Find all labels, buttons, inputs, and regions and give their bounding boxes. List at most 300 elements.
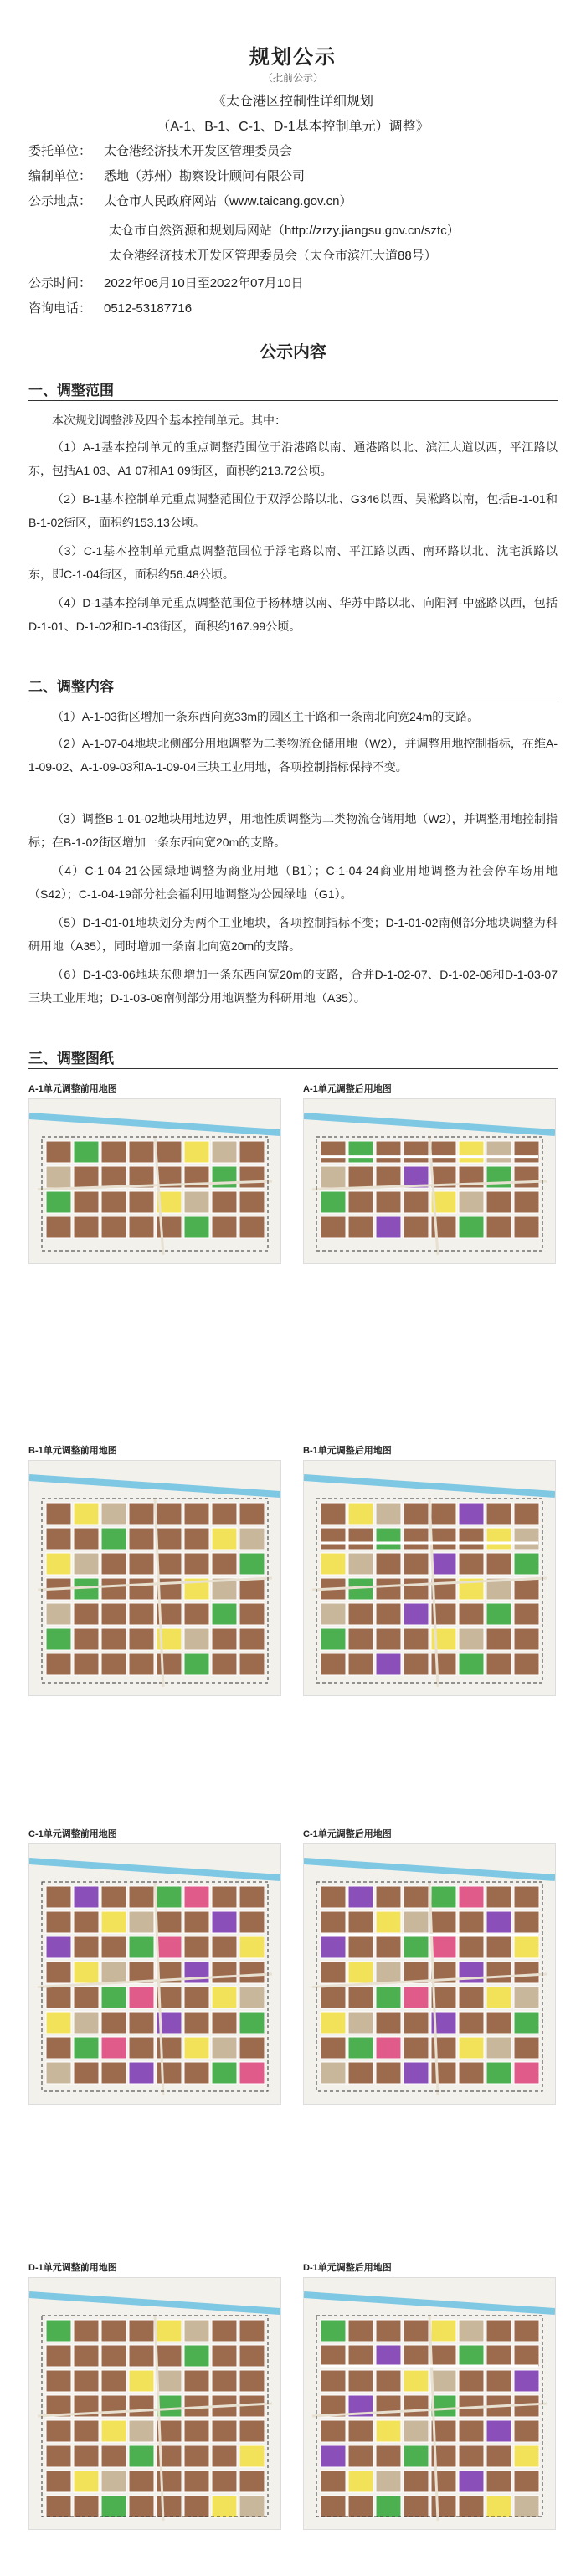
map-parcel — [239, 1603, 265, 1625]
map-parcel — [376, 2420, 401, 2442]
map-d1-after — [303, 2277, 556, 2530]
map-parcel — [486, 1911, 511, 1933]
map-parcel — [74, 1191, 99, 1213]
map-parcel — [239, 1886, 265, 1908]
map-parcel — [321, 1503, 346, 1525]
map-parcel — [212, 1911, 237, 1933]
map-parcel — [157, 1653, 182, 1675]
map-parcel — [157, 2062, 182, 2084]
map-parcel — [321, 1553, 346, 1575]
map-parcel — [486, 1936, 511, 1958]
map-parcel — [129, 2012, 154, 2034]
map-parcel — [101, 1628, 126, 1650]
map-parcel — [239, 2420, 265, 2442]
map-parcel — [321, 2496, 346, 2517]
map-parcel — [459, 1628, 484, 1650]
map-parcel — [348, 2012, 373, 2034]
map-parcel — [184, 1216, 209, 1238]
map-parcel — [129, 2345, 154, 2367]
map-parcel — [321, 1166, 346, 1188]
map-parcel — [46, 1911, 71, 1933]
map-parcel — [404, 2037, 429, 2059]
map-parcel — [486, 2345, 511, 2367]
map-parcel — [46, 1603, 71, 1625]
map-parcel — [431, 1528, 456, 1550]
client-row — [28, 141, 292, 162]
map-parcel — [376, 2012, 401, 2034]
map-parcel — [239, 1553, 265, 1575]
map-parcel — [514, 2320, 539, 2342]
map-parcel — [101, 1141, 126, 1163]
map-parcel — [184, 2345, 209, 2367]
map-parcel — [46, 1503, 71, 1525]
map-parcel — [184, 1141, 209, 1163]
map-parcel — [376, 1578, 401, 1600]
map-parcel — [321, 2345, 346, 2367]
map-parcel — [74, 1603, 99, 1625]
map-parcel — [376, 1166, 401, 1188]
map-parcel — [404, 1628, 429, 1650]
map-parcel — [184, 1886, 209, 1908]
map-parcel — [157, 2320, 182, 2342]
map-parcel — [486, 1653, 511, 1675]
map-parcel — [321, 1886, 346, 1908]
map-parcel — [404, 1141, 429, 1163]
map-parcel — [431, 2395, 456, 2417]
map-parcel — [404, 1886, 429, 1908]
map-parcel — [459, 2445, 484, 2467]
map-parcel — [239, 2320, 265, 2342]
place-value-3: 太仓港经济技术开发区管理委员会（太仓市滨江大道88号） — [109, 249, 437, 263]
section1-paragraph-0: 本次规划调整涉及四个基本控制单元。其中： — [52, 414, 286, 427]
map-parcel — [74, 1962, 99, 1983]
map-parcel — [184, 1653, 209, 1675]
map-parcel — [46, 2471, 71, 2492]
map-parcel — [74, 2320, 99, 2342]
map-parcel — [459, 2320, 484, 2342]
map-parcel — [46, 1553, 71, 1575]
map-parcel — [101, 1216, 126, 1238]
map-parcel — [101, 1936, 126, 1958]
map-parcel — [459, 1886, 484, 1908]
map-parcel — [348, 1191, 373, 1213]
map-parcel — [129, 1216, 154, 1238]
map-parcel — [348, 1628, 373, 1650]
map-parcel — [459, 1503, 484, 1525]
map-parcel — [321, 2012, 346, 2034]
map-parcel — [101, 2320, 126, 2342]
section1-divider — [28, 400, 558, 401]
map-parcel — [514, 1503, 539, 1525]
map-parcel — [514, 1936, 539, 1958]
map-parcel — [459, 2012, 484, 2034]
map-parcel — [101, 1987, 126, 2008]
map-parcel — [514, 1216, 539, 1238]
map-parcel — [348, 1166, 373, 1188]
map-parcel — [239, 1216, 265, 1238]
map-parcel — [239, 1653, 265, 1675]
map-parcel — [129, 1528, 154, 1550]
map-parcel — [184, 2062, 209, 2084]
map-parcel — [376, 1603, 401, 1625]
designer-value: 悉地（苏州）勘察设计顾问有限公司 — [104, 169, 306, 183]
map-parcel — [376, 1936, 401, 1958]
map-parcel — [321, 1141, 346, 1163]
map-parcel — [348, 2062, 373, 2084]
map-parcel — [239, 1191, 265, 1213]
map-parcel — [101, 2345, 126, 2367]
map-parcel — [184, 2471, 209, 2492]
map-parcel — [321, 2062, 346, 2084]
map-parcel — [239, 1141, 265, 1163]
map-a1-before — [28, 1098, 281, 1264]
map-parcel — [239, 2496, 265, 2517]
map-parcel — [459, 2370, 484, 2392]
map-parcel — [459, 2345, 484, 2367]
map-parcel — [404, 1191, 429, 1213]
map-parcel — [486, 2062, 511, 2084]
map-parcel — [376, 1503, 401, 1525]
map-parcel — [514, 1191, 539, 1213]
map-parcel — [431, 2320, 456, 2342]
map-parcel — [514, 1628, 539, 1650]
map-parcel — [46, 1628, 71, 1650]
map-parcel — [74, 1911, 99, 1933]
map-parcel — [321, 1936, 346, 1958]
map-parcel — [404, 2012, 429, 2034]
map-parcel — [459, 1216, 484, 1238]
map-parcel — [46, 1936, 71, 1958]
content-heading: 公示内容 — [260, 343, 326, 362]
map-parcel — [239, 2062, 265, 2084]
map-parcel — [404, 2370, 429, 2392]
map-parcel — [74, 2471, 99, 2492]
phone-value: 0512-53187716 — [104, 301, 193, 316]
map-parcel — [431, 1553, 456, 1575]
map-parcel — [321, 1911, 346, 1933]
map-parcel — [239, 1962, 265, 1983]
map-parcel — [404, 1603, 429, 1625]
map-parcel — [431, 2062, 456, 2084]
map-parcel — [212, 2320, 237, 2342]
map-parcel — [486, 2320, 511, 2342]
section2-paragraph-3: （3）调整B-1-01-02地块用地边界，用地性质调整为二类物流仓储用地（W2），并调整用地控制指标；在B-1-02街区增加一条东西向宽20m的支路。 — [28, 812, 558, 849]
map-b1-after-label: B-1单元调整后用地图 — [303, 1446, 392, 1456]
map-parcel — [129, 2496, 154, 2517]
map-parcel — [486, 1628, 511, 1650]
map-parcel — [101, 1166, 126, 1188]
map-parcel — [404, 2471, 429, 2492]
map-parcel — [157, 1886, 182, 1908]
map-parcel — [239, 1528, 265, 1550]
map-parcel — [46, 2320, 71, 2342]
map-parcel — [514, 1911, 539, 1933]
map-parcel — [404, 2395, 429, 2417]
map-b1-before-label: B-1单元调整前用地图 — [28, 1446, 117, 1456]
map-parcel — [404, 2062, 429, 2084]
map-parcel — [486, 2370, 511, 2392]
map-parcel — [348, 1987, 373, 2008]
map-parcel — [514, 1141, 539, 1163]
map-parcel — [46, 1141, 71, 1163]
map-parcel — [46, 1191, 71, 1213]
section3-heading: 三、调整图纸 — [28, 1051, 114, 1067]
map-parcel — [46, 1216, 71, 1238]
map-parcel — [129, 1911, 154, 1933]
map-parcel — [348, 2420, 373, 2442]
map-parcel — [74, 2445, 99, 2467]
map-parcel — [348, 2345, 373, 2367]
map-parcel — [184, 1628, 209, 1650]
map-parcel — [514, 1578, 539, 1600]
map-parcel — [212, 2420, 237, 2442]
map-parcel — [184, 2370, 209, 2392]
map-parcel — [239, 1503, 265, 1525]
map-parcel — [348, 2037, 373, 2059]
map-parcel — [157, 2395, 182, 2417]
map-parcel — [459, 1962, 484, 1983]
map-parcel — [157, 1936, 182, 1958]
page-title: 规划公示 — [249, 46, 337, 69]
map-parcel — [129, 1886, 154, 1908]
map-parcel — [212, 1936, 237, 1958]
map-parcel — [212, 2471, 237, 2492]
map-parcel — [184, 1936, 209, 1958]
map-parcel — [459, 1528, 484, 1550]
map-parcel — [321, 1191, 346, 1213]
map-parcel — [376, 1886, 401, 1908]
map-parcel — [46, 2012, 71, 2034]
map-parcel — [46, 1886, 71, 1908]
client-value: 太仓港经济技术开发区管理委员会 — [104, 144, 293, 158]
map-parcel — [431, 2370, 456, 2392]
map-parcel — [101, 2037, 126, 2059]
map-parcel — [212, 2012, 237, 2034]
map-parcel — [459, 1936, 484, 1958]
map-river — [29, 2295, 280, 2311]
map-parcel — [348, 2496, 373, 2517]
map-parcel — [486, 1216, 511, 1238]
map-parcel — [321, 2320, 346, 2342]
map-parcel — [486, 1166, 511, 1188]
map-parcel — [431, 2345, 456, 2367]
map-parcel — [129, 2420, 154, 2442]
map-parcel — [348, 1603, 373, 1625]
map-parcel — [101, 1886, 126, 1908]
map-parcel — [101, 1603, 126, 1625]
map-parcel — [486, 1987, 511, 2008]
place-value-1: 太仓市人民政府网站（www.taicang.gov.cn） — [104, 194, 352, 208]
map-parcel — [514, 2445, 539, 2467]
map-parcel — [514, 2471, 539, 2492]
map-parcel — [212, 1191, 237, 1213]
map-a1-after-label: A-1单元调整后用地图 — [303, 1084, 392, 1094]
map-parcel — [459, 1653, 484, 1675]
map-c1-before-label: C-1单元调整前用地图 — [28, 1829, 117, 1839]
map-parcel — [321, 2471, 346, 2492]
map-parcel — [239, 1987, 265, 2008]
time-label: 公示时间： — [28, 276, 92, 291]
map-d1-before — [28, 2277, 281, 2530]
map-parcel — [129, 2370, 154, 2392]
map-parcel — [129, 2320, 154, 2342]
map-parcel — [348, 1553, 373, 1575]
map-parcel — [184, 1553, 209, 1575]
map-parcel — [376, 1216, 401, 1238]
map-parcel — [348, 1141, 373, 1163]
map-parcel — [348, 1911, 373, 1933]
map-parcel — [486, 1553, 511, 1575]
map-parcel — [321, 2445, 346, 2467]
map-parcel — [321, 1987, 346, 2008]
map-parcel — [404, 1528, 429, 1550]
map-parcel — [101, 2420, 126, 2442]
map-river — [29, 1861, 280, 1878]
map-parcel — [514, 1553, 539, 1575]
map-parcel — [74, 1141, 99, 1163]
map-parcel — [348, 2370, 373, 2392]
map-parcel — [239, 1911, 265, 1933]
map-parcel — [321, 2370, 346, 2392]
map-parcel — [129, 2037, 154, 2059]
map-parcel — [404, 2496, 429, 2517]
map-parcel — [212, 2345, 237, 2367]
map-parcel — [514, 2496, 539, 2517]
map-parcel — [514, 1653, 539, 1675]
map-parcel — [46, 2062, 71, 2084]
map-river — [304, 1116, 555, 1133]
map-b1-after — [303, 1460, 556, 1696]
map-river — [29, 1478, 280, 1494]
map-parcel — [212, 1603, 237, 1625]
map-parcel — [459, 1141, 484, 1163]
map-parcel — [212, 1216, 237, 1238]
map-parcel — [129, 2062, 154, 2084]
place-row — [28, 191, 352, 213]
map-parcel — [486, 2037, 511, 2059]
map-parcel — [129, 2395, 154, 2417]
map-parcel — [74, 2370, 99, 2392]
map-parcel — [46, 2445, 71, 2467]
map-parcel — [486, 2471, 511, 2492]
map-parcel — [348, 1886, 373, 1908]
map-parcel — [101, 1553, 126, 1575]
map-parcel — [46, 1653, 71, 1675]
map-parcel — [239, 1628, 265, 1650]
map-parcel — [129, 1936, 154, 1958]
map-parcel — [157, 1503, 182, 1525]
map-parcel — [74, 1503, 99, 1525]
map-parcel — [101, 1528, 126, 1550]
map-parcel — [129, 2471, 154, 2492]
place-value-2: 太仓市自然资源和规划局网站（http://zrzy.jiangsu.gov.cn/sztc） — [109, 224, 460, 238]
map-parcel — [46, 1962, 71, 1983]
map-parcel — [486, 2496, 511, 2517]
map-parcel — [404, 2320, 429, 2342]
map-parcel — [486, 1503, 511, 1525]
map-parcel — [321, 2037, 346, 2059]
map-parcel — [101, 2445, 126, 2467]
map-parcel — [376, 2062, 401, 2084]
map-d1-before-label: D-1单元调整前用地图 — [28, 2263, 117, 2273]
place-label: 公示地点： — [28, 194, 92, 208]
map-parcel — [74, 1216, 99, 1238]
map-parcel — [376, 2370, 401, 2392]
map-parcel — [129, 1191, 154, 1213]
map-d1-after-label: D-1单元调整后用地图 — [303, 2263, 392, 2273]
map-parcel — [101, 2471, 126, 2492]
map-parcel — [212, 1528, 237, 1550]
map-parcel — [129, 1141, 154, 1163]
map-parcel — [459, 1911, 484, 1933]
map-parcel — [74, 2037, 99, 2059]
map-river — [304, 2295, 555, 2311]
map-parcel — [212, 1503, 237, 1525]
map-parcel — [431, 1141, 456, 1163]
map-parcel — [321, 1962, 346, 1983]
map-parcel — [486, 1603, 511, 1625]
section1-paragraph-1: （1）A-1基本控制单元的重点调整范围位于沿港路以南、通港路以北、滨江大道以西，平江路以东，包括A1 03、A1 07和A1 09街区，面积约213.72公顷。 — [28, 440, 558, 477]
map-parcel — [157, 1911, 182, 1933]
map-parcel — [184, 2496, 209, 2517]
map-river — [304, 1478, 555, 1494]
section3-divider — [28, 1068, 558, 1069]
map-parcel — [376, 1987, 401, 2008]
map-parcel — [239, 2445, 265, 2467]
map-parcel — [212, 1987, 237, 2008]
map-parcel — [486, 2420, 511, 2442]
designer-row — [28, 166, 305, 188]
designer-label: 编制单位： — [28, 169, 92, 183]
page-subtitle: （批前公示） — [262, 72, 323, 84]
map-parcel — [404, 1503, 429, 1525]
map-parcel — [459, 2037, 484, 2059]
map-parcel — [514, 1987, 539, 2008]
map-parcel — [46, 2037, 71, 2059]
map-parcel — [431, 1886, 456, 1908]
map-parcel — [46, 2496, 71, 2517]
map-parcel — [376, 2496, 401, 2517]
map-parcel — [486, 1962, 511, 1983]
map-parcel — [184, 1503, 209, 1525]
map-parcel — [212, 2496, 237, 2517]
map-parcel — [184, 1987, 209, 2008]
map-parcel — [348, 2471, 373, 2492]
map-parcel — [212, 1653, 237, 1675]
map-parcel — [129, 1578, 154, 1600]
map-parcel — [431, 2496, 456, 2517]
map-parcel — [157, 1528, 182, 1550]
map-parcel — [239, 1578, 265, 1600]
map-parcel — [376, 1653, 401, 1675]
map-parcel — [184, 1962, 209, 1983]
map-parcel — [101, 1653, 126, 1675]
map-c1-after — [303, 1843, 556, 2105]
map-parcel — [376, 1141, 401, 1163]
map-parcel — [74, 2012, 99, 2034]
map-a1-after — [303, 1098, 556, 1264]
phone-label: 咨询电话： — [28, 301, 92, 316]
map-parcel — [184, 1528, 209, 1550]
map-parcel — [321, 1603, 346, 1625]
map-parcel — [184, 1603, 209, 1625]
map-parcel — [212, 2037, 237, 2059]
section2-paragraph-1: （1）A-1-03街区增加一条东西向宽33m的园区主干路和一条南北向宽24m的支路。 — [52, 710, 480, 723]
map-parcel — [46, 2345, 71, 2367]
map-parcel — [514, 2370, 539, 2392]
map-parcel — [514, 2037, 539, 2059]
project-title-line1: 《太仓港区控制性详细规划 — [212, 95, 373, 109]
